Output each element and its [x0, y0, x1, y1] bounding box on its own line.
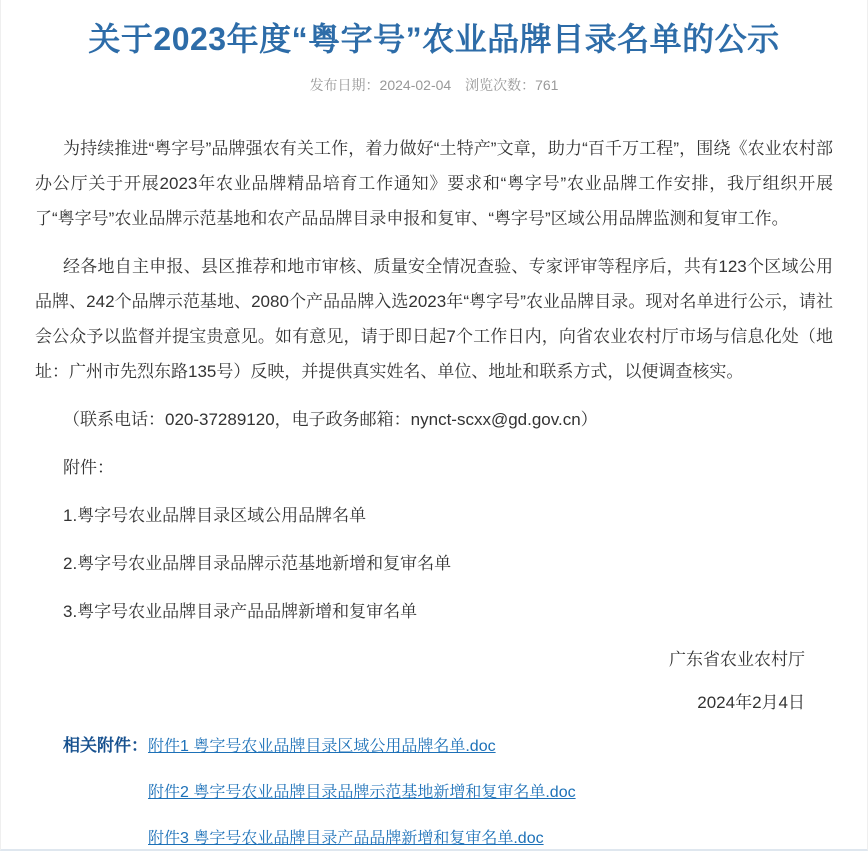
related-attachments-label: 相关附件：: [63, 736, 148, 756]
contact-line: （联系电话：020-37289120，电子政务邮箱：nynct-scxx@gd.gov.cn）: [63, 410, 598, 430]
related-row-3: [148, 821, 833, 851]
publish-date: 发布日期：2024-02-04: [309, 77, 452, 94]
attachment-doc-link-1[interactable]: 附件1 粤字号农业品牌目录区域公用品牌名单.doc: [148, 738, 496, 756]
attachment-item-1: 1.粤字号农业品牌目录区域公用品牌名单: [63, 506, 367, 526]
meta-bar: [1, 75, 867, 95]
view-count: 浏览次数：761: [465, 77, 559, 94]
issuer-signature: 广东省农业农村厅: [669, 650, 805, 670]
article-body: [1, 131, 867, 720]
paragraph-2: 经各地自主申报、县区推荐和地市审核、质量安全情况查验、专家评审等程序后，共有123个区域公用品牌、242个品牌示范基地、2080个产品品牌入选2023年“粤字号”农业品牌目录。现对名单进行公示，请社会公众予以监督并提宝贵意见。如有意见，请于即日起7个工作日内，向省农业农村厅市场与信息化处（地址：广州市先烈东路135号）反映，并提供真实姓名、单位、地址和联系方式，以便调查核实。: [35, 257, 833, 382]
page-title: 关于2023年度“粤字号”农业品牌目录名单的公示: [88, 21, 780, 57]
attachment-doc-link-2[interactable]: 附件2 粤字号农业品牌目录品牌示范基地新增和复审名单.doc: [148, 784, 576, 802]
attachments-heading: 附件：: [63, 458, 114, 478]
attachment-item-3: 3.粤字号农业品牌目录产品品牌新增和复审名单: [63, 602, 418, 622]
related-row-2: [148, 775, 833, 810]
attachment-doc-link-3[interactable]: 附件3 粤字号农业品牌目录产品品牌新增和复审名单.doc: [148, 830, 544, 848]
related-row-1: [63, 728, 833, 764]
paragraph-1: 为持续推进“粤字号”品牌强农有关工作，着力做好“土特产”文章，助力“百千万工程”，围绕《农业农村部办公厅关于开展2023年农业品牌精品培育工作通知》要求和“粤字号”农业品牌工作安排，我厅组织开展了“粤字号”农业品牌示范基地和农产品品牌目录申报和复审、“粤字号”区域公用品牌监测和复审工作。: [35, 139, 833, 229]
attachment-item-2: 2.粤字号农业品牌目录品牌示范基地新增和复审名单: [63, 554, 452, 574]
issue-date: 2024年2月4日: [697, 693, 805, 713]
related-attachments-section: [1, 728, 867, 851]
